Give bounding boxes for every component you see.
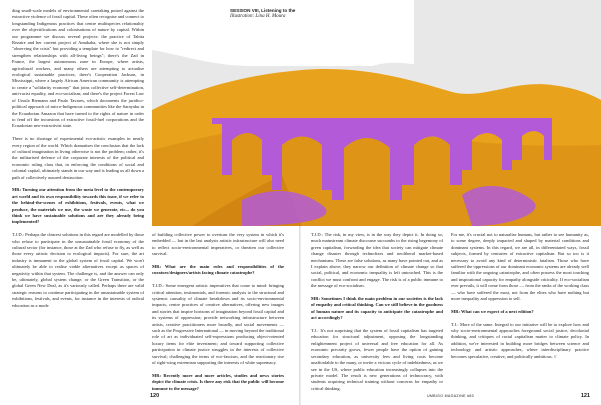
body-paragraph: T.J.D.: Perhaps the clearest solutions in this regard are modelled by those who refuse to participate in the unsustainable fossil economy of the cultural sector (for instance, those at the Zad who refuse to fly, as well as those every artistic decision to ecological impacts). For sure, the art industry is immanent to the global system of fossil capital. We won't ultimately be able to realise viable alternatives except as spaces of negativity within that system. The challenge is, and the answer can only be, ultimately, global system change, or the Green Transition, or the global Green New Deal, as it's variously called. Perhaps there are valid strategic reasons to continue participating in the unsustainable system of exhibitions, festivals, and events, for instance in the interests of radical education as a mode [12,232,144,308]
body-paragraph: T.J.: It's not surprising that the system of fossil capitalism has targeted education for structural adjustment, opposing the longstanding enlightenment project of universal and free education for all. As economic precarity grows, fewer people have the option of gaining secondary education, as university fees and living costs become unaffordable to the many, or invite a vicious cycle of indebtedness, as we see in the US, where public education increasingly collapses into the private model. The result is new generations of technocracy, with students acquiring technical training without concerns for empathy or critical thinking. [311,328,443,391]
interview-question: MR: Sometimes I think the main problem in our societies is the lack of empathy and critical thinking. Can we still believe in the goodness of human nature and its capacity to anticipate the catastrophe and act accordingly? [311,296,443,321]
interview-question: MR: What are the main roles and responsibilities of the curators/designers/artists facing climate catastrophe? [152,264,284,276]
page-number-right: 121 [580,393,590,399]
right-column-2 [451,232,589,388]
page-number-left: 120 [150,393,160,399]
body-paragraph: T.J.D.: Some emergent artistic imperatives that come to mind: bringing critical attention, testimonials, and forensic analysis to the structural and systemic causality of climate breakdown and its socio-environmental impacts, centre practices of creative alternatives, offering new images and stories that inspire horizons of imagination beyond fossil capital and its systems of oppression; provide networking infrastructure between artists, creative practitioners more broadly, and social movements — such as the Progressive International — in moving beyond the traditional role of art as individuated self-expressions producing object-oriented luxury items for elite investment; and toward supporting collective participation in climate justice struggles in the interests of collective survival; challenging the terms of eco-fascism, and the reactionary rise of right-wing extremism supporting the interests of white supremacy. [152,283,284,366]
body-paragraph: ding small-scale models of environmental caretaking poised against the extractive violence of fossil capital. These often recognise and connect to longstanding Indigenous practices that centre multispecies relationality over the objectifications and colonisations of nature by capital. Within our programme we discuss several projects: the practice of Tabita Rezaire and her current project of Amakaba, where she is not simply "observing the crisis" but providing a template for how to "redirect and strengthen relationships with all-living beings"; there's the Zad in France, the largest autonomous zone in Europe, where artists, agricultural workers, and many others are attempting to actualise ecological sustainable practices; there's Cooperation Jackson, in Mississippi, where a largely African American community is attempting to create a "solidarity economy" that joins collective self-determination, anti-racist equality, and eco-socialism; and there's the project Forest Law of Ursula Biemann and Paulo Tavares, which documents the juridico-political approach of micro-Indigenous communities like the Sarayaku in the Ecuadorian Amazon that have turned to the rights of nature in order to fend off the incursions of extractive fossil-fuel corporations and the Ecuadorian neo-extractivist state. [12,8,144,129]
caption-session: SESSION VIII, Listening to the [230,8,296,13]
interview-question: MR: Recently more and more articles, studies and news stories depict the climate crisis. Is there any risk that the public will become immune to the message? [152,372,284,391]
left-column-2 [152,232,284,391]
right-column-1 [311,232,443,391]
body-paragraph: T.J.D.: The risk, in my view, is in the way they depict it. In doing so, much mainstream climate discourse succumbs to the rising hegemony of green capitalism, forwarding the idea that society can mitigate climate change disaster through technofixes and neoliberal market-based mechanisms. These are false solutions, as many have pointed out, and as I explain above; they narrow our definition of climate change so that social, political, and economic inequality is left untouched. This is the conflict we must confront and engage. The risk is of a public immune to the message of eco-socialism. [311,232,443,289]
body-paragraph: For me, it's crucial not to naturalise humans, but rather to see humanity as, to some degree, deeply impacted and shaped by material conditions and dominant systems. In this regard, we are all, in differentiated ways, fossil subjects, formed by centuries of extractive capitalism. But so too is it necessary to avoid any kind of deterministic fatalism. Those who have suffered the oppressions of our dominant economic systems are already well familiar with the ongoing catastrophe, and often possess the most touching and inspirational capacity for empathy alongside criticality. If eco-socialism ever prevails, it will come from those — from the ranks of the working class — who have suffered the most, not from the elites who have nothing but more inequality and oppression to sell. [451,232,589,302]
body-paragraph: T.J.: More of the same. Integral to our initiative will be to explore how and why socio-environmental approaches foreground social justice, decolonial thinking, and critiques of racial capitalism matter to climate policy. In addition, we're interested in building more bridges between science and technology and artistic approaches, where interdisciplinary practice becomes speculative, creative, and politically ambitious. // [451,321,589,359]
magazine-runner: UMBIGO MAGAZINE #80 [426,394,475,398]
caption-credit: Illustration: Lina H. Moura [230,14,286,20]
left-column-1 [12,8,144,400]
body-paragraph: There is no shortage of experimental eco-artistic examples in nearly every region of the world. Which dramatises the conclusion that the lack of cultural imagination in living otherwise is not the problem; rather, it's the militarised defence of the corporate interests of the political and economic ruling class that, in enforcing the conditions of social and colonial capital, ultimately stands in our way and is leading us all down a path of collectively assured destruction. [12,136,144,180]
right-page [301,0,600,405]
interview-question: MR: What can we expect of a next edition? [451,308,534,314]
illustration-caption [230,8,295,20]
interview-question: MR: Turning our attention from the meta level to the contemporary art world and its own responsibility towards this issue, if we refer to the behind-the-scenes of exhibitions, festivals, events, what we produce, the materials we use, the waste we generate, etc... do you think we have sustainable solutions and are they already being implemented? [12,187,144,225]
body-paragraph: of building collective power to overturn the very system in which it's embedded — but in the last analysis artistic infrastructure will also need to reflect socio-environmental imperatives, or threaten our collective survival. [152,232,284,257]
